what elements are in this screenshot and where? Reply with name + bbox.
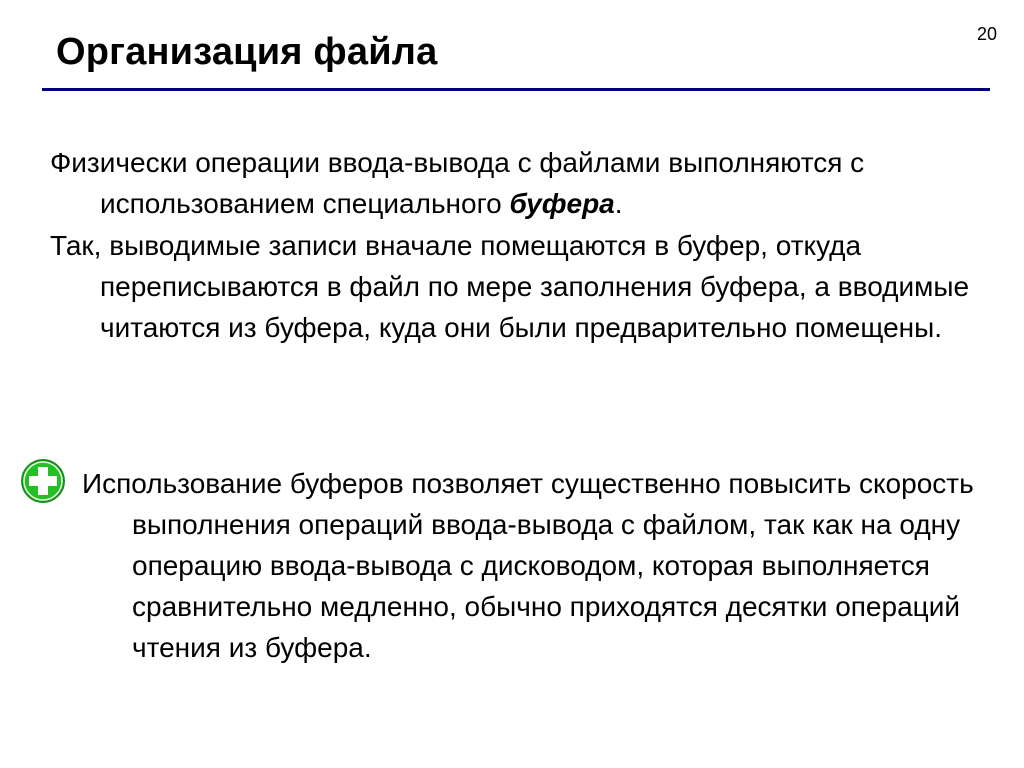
title-underline bbox=[42, 88, 990, 91]
paragraph-buffer-intro-end: . bbox=[614, 188, 623, 219]
emphasis-buffer: буфера bbox=[509, 188, 615, 219]
paragraph-buffer-intro bbox=[50, 142, 1024, 224]
bullet-buffer-benefit: Использование буферов позволяет существенно повысить скорость выполнения операций ввода-вывода с файлом, так как на одну операцию ввода-вывода с дисководом, которая выполняется сравнительно медленно, обычно приходятся десятки операций чтения из буфера. bbox=[82, 468, 974, 663]
paragraph-buffer-usage: Так, выводимые записи вначале помещаются в буфер, откуда переписываются в файл по мере заполнения буфера, а вводимые читаются из буфера, куда они были предварительно помещены. bbox=[50, 230, 970, 343]
green-plus-icon bbox=[20, 458, 66, 504]
page-number: 20 bbox=[976, 24, 997, 44]
slide-title: Организация файла bbox=[56, 31, 438, 73]
paragraph-buffer-intro-text: Физически операции ввода-вывода с файлами выполняются с использованием специального bbox=[50, 147, 865, 219]
